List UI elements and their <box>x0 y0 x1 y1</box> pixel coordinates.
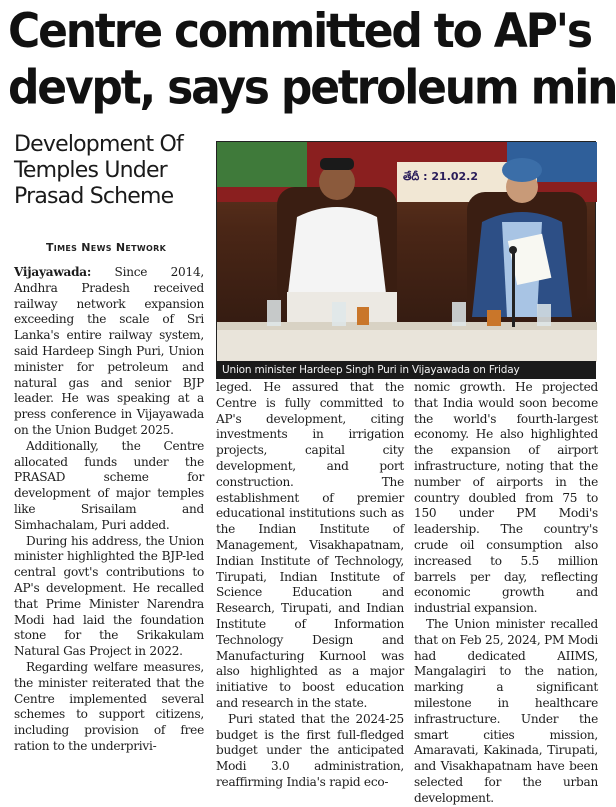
article-column-1 <box>14 265 204 755</box>
dateline: Vijayawada: <box>14 265 92 279</box>
subheadline <box>14 132 204 210</box>
press-conference-photo <box>216 141 596 361</box>
article-paragraph: Puri stated that the 2024-25 budget is the first full-fledged budget under the anticipated Modi 3.0 administration, reaffirming India's rapid eco- <box>216 711 404 789</box>
backdrop-banner-text: తేదీ : 21.02.2 <box>403 170 479 183</box>
article-column-3 <box>414 380 598 807</box>
subhead-line-3: Prasad Scheme <box>14 184 174 209</box>
article-paragraph: During his address, the Union minister highlighted the BJP-led central govt's contributions to AP's development. He recalled that Prime Minister Narendra Modi had laid the foundation stone for the Srikakulam Natural Gas Project in 2022. <box>14 533 204 659</box>
subhead-line-1: Development Of <box>14 132 183 157</box>
headline <box>8 4 616 116</box>
article-paragraph: leged. He assured that the Centre is fully committed to AP's development, citing investments in irrigation projects, capital city development, and port construction. The establishment of premier educational institutions such as the Indian Institute of Management, Visakhapatnam, Indian Institute of Technology, Tirupati, Indian Institute of Science Education and Research, Tirupati, and Indian Institute of Information Technology Design and Manufacturing Kurnool was also highlighted as a major initiative to boost education and research in the state. <box>216 380 404 710</box>
photo-caption: Union minister Hardeep Singh Puri in Vijayawada on Friday <box>216 361 596 379</box>
byline: Times News Network <box>46 241 167 254</box>
article-paragraph: Vijayawada: Since 2014, Andhra Pradesh received railway network expansion exceeding the scale of Sri Lanka's entire railway system, said Hardeep Singh Puri, Union minister for petroleum and natural gas and senior BJP leader. He was speaking at a press conference in Vijayawada on the Union Budget 2025. <box>14 265 204 437</box>
article-column-2 <box>216 380 404 791</box>
article-paragraph: nomic growth. He projected that India would soon become the world's fourth-largest economy. He also highlighted the expansion of airport infrastructure, noting that the number of airports in the country doubled from 75 to 150 under PM Modi's leadership. The country's crude oil consumption also increased to 5.5 million barrels per day, reflecting economic growth and industrial expansion. <box>414 380 598 616</box>
photo-illustration <box>217 142 597 362</box>
headline-line-2: devpt, says petroleum min <box>8 60 616 116</box>
article-paragraph: The Union minister recalled that on Feb 25, 2024, PM Modi had dedicated AIIMS, Mangalagiri to the nation, marking a significant milestone in healthcare infrastructure. Under the smart cities mission, Amaravati, Kakinada, Tirupati, and Visakhapatnam have been selected for the urban development. <box>414 616 598 805</box>
article-paragraph: Additionally, the Centre allocated funds under the PRASAD scheme for development of major temples like Srisailam and Simhachalam, Puri added. <box>14 438 204 532</box>
article-paragraph: Regarding welfare measures, the minister reiterated that the Centre implemented several schemes to support citizens, including provision of free ration to the underprivi- <box>14 659 204 753</box>
headline-line-1: Centre committed to AP's <box>8 4 591 60</box>
subhead-line-2: Temples Under <box>14 158 167 183</box>
